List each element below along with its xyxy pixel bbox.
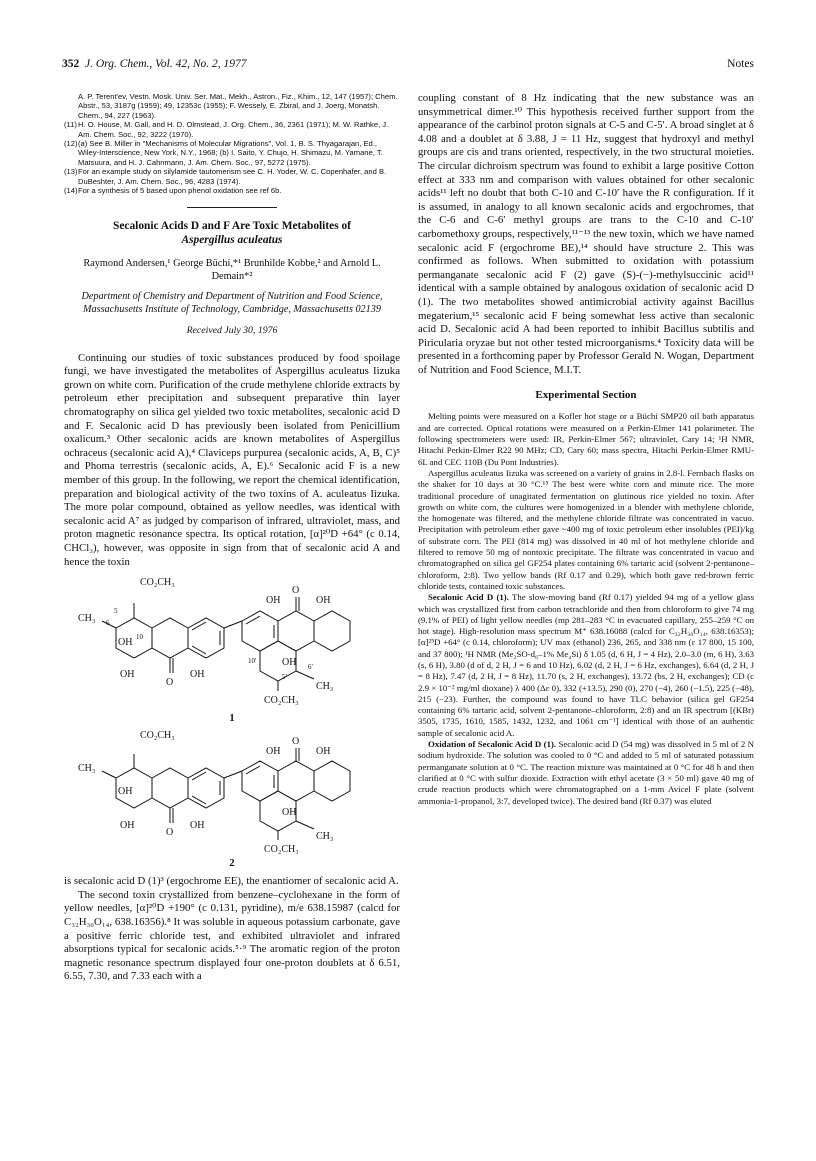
section-heading: Experimental Section <box>535 389 637 402</box>
co2ch3-label: CO₂CH₃ <box>140 577 175 589</box>
oh-label: OH <box>190 669 205 681</box>
reference-number: (11) <box>64 120 77 130</box>
paragraph-heading: Oxidation of Secalonic Acid D (1). <box>428 739 557 750</box>
ring-d <box>242 761 278 801</box>
paragraph-text: Melting points were measured on a Kofler hot stage or a Büchi SMP20 oil bath apparatus and are corrected. Optical rotations were measured on a Perkin-Elmer 141 polarimeter. The following spectrometers were used: IR, Perkin-Elmer 567; ultraviolet, Cary 14; ¹H NMR, Hitachi Perkin-Elmer R22 90 MHz; CD, Cary 60; mass spectra, Hitachi Perkin-Elmer RMU-6L and CEC 110B (Du Pont Industries). <box>418 411 754 467</box>
body-paragraph: Continuing our studies of toxic substances produced by food spoilage fungi, we have investigated the metabolites of Aspergillus aculeatus Iizuka grown on white corn. Purification of the crude methylene chloride extracts by petroleum ether precipitation and subsequent preparative thin layer chromatography on silica gel yielded two toxic metabolites, secalonic acid D and F. Secalonic acid D has previously been isolated from Penicillium oxalicum.³ Other secalonic acids are known metabolites of Aspergillus ochraceus (secalonic acid A),⁴ Claviceps purpurea (secalonic acids, A, B, C)⁵ and Phoma terrestris (secalonic acids, A, E).⁶ Secalonic acid F is a new member of this group. In the following, we report the chemical identification, preparation and biological activity of the two toxins of A. aculeatus Iizuka. The more polar compound, obtained as yellow needles, was identical with secalonic acid A⁷ as judged by comparison of infrared, ultraviolet, mass, and proton magnetic resonance spectra. Its optical rotation, [α]²⁰D +64° (c 0.14, CHCl₃), however, was opposite in sign from that of secalonic acid A and hence the toxin <box>64 351 400 568</box>
reference-item <box>64 92 400 120</box>
left-column <box>64 92 400 984</box>
ring-b <box>152 768 188 808</box>
body-paragraph: is secalonic acid D (1)³ (ergochrome EE), the enantiomer of secalonic acid A. <box>64 875 399 888</box>
co2ch3-label: CO₂CH₃ <box>140 730 175 742</box>
ring-f <box>314 611 350 651</box>
reference-list <box>64 92 400 195</box>
paragraph-text: Aspergillus aculeatus Iizuka was screened on a variety of grains in 2.8-l. Fernbach flasks on the shaker for 10 days at 30 °C.¹⁵ The best were white corn and minute rice. The more traditional procedure of unagitated fermentation on glutinous rice yielded no toxin. After growth on white corn, the cultures were homogenized in a blender with methylene chloride, the homogenate was filtered, and the methylene chloride filtrate was concentrated in vacuo. Precipitation with petroleum ether gave ~400 mg of toxic petroleum ether insolubles (PEI)/kg of substrate corn. The PEI (814 mg) was dissolved in 40 ml of hot methylene chloride and filtered to remove 50 mg of nontoxic precipitate. The filtrate was concentrated in vacuo and chromatographed on silica gel GF254 plates containing 6% tartaric acid (solvent 2-pentanone–chloroform, 2:8). Two yellow bands (Rf 0.17 and 0.29), which both gave red-brown ferric chloride tests, contained toxic substances. <box>418 467 754 591</box>
position-label: 5 <box>114 607 118 616</box>
reference-item <box>64 167 400 186</box>
oxygen-label: O <box>292 585 300 597</box>
paragraph-text: The slow-moving band (Rf 0.17) yielded 94 mg of a yellow glass which was crystallized first from carbon tetrachloride and then from chloroform to give 74 mg (9.1% of PEI) of light yellow needles (mp 281–283 °C in evacuated capillary, 255–259 °C on hot stage). High-resolution mass spectrum M⁺ 638.16088 (calcd for C₃₂H₃₀O₁₄, 638.16353); [α]²⁵D +64° (c 0.14, chloroform); UV max (ethanol) 236, 265, and 338 nm (ε 17 800, 15 100, and 37 800); ¹H NMR (Me₂SO-d₆–1% Me₄Si) δ 1.05 (d, 6 H, J = 4 Hz), 2.0–3.0 (m, 6 H), 3.63 (s, 6 H), 3.80 (d of d, 2 H, J = 6 and 10 Hz), 6.02 (d, 2 H, J = 6 Hz, exchanges), 6.64 (d, 2 H, J = 8 Hz), 7.47 (d, 2 H, J = 8 Hz), 11.70 (s, 2 H, exchanges), 13.72 (bs, 2 H, exchanges); CD (c 2.9 × 10⁻² mg/ml dioxane) λ 400 (Δε 0), 332 (+13.5), 290 (0), 270 (−4), 260 (−1.5), 225 (−48), 215 (−23). Further, the compound was found to have TLC behavior (silica gel GF254 containing 6% tartaric acid, solvent 2-pentanone–chloroform, 2:8) and an IR spectrum [(KBr) 3505, 1735, 1610, 1585, 1432, 1232, and 1061 cm⁻¹] identical with those of an authentic sample of secalonic acid A. <box>418 592 754 738</box>
right-column <box>418 92 754 807</box>
oh-label: OH <box>120 669 135 681</box>
reference-text: For a synthesis of 5 based upon phenol oxidation see ref 6b. <box>78 186 282 196</box>
biaryl-bond <box>224 771 242 778</box>
separator-rule <box>187 207 277 208</box>
journal-citation: J. Org. Chem., Vol. 42, No. 2, 1977 <box>85 58 247 70</box>
ring-e <box>278 611 314 651</box>
oh-label: OH <box>118 637 133 649</box>
position-label: 10 <box>136 633 143 642</box>
methyl-bond <box>296 821 314 829</box>
methyl-bond <box>102 771 116 778</box>
ch3-label: CH₃ <box>316 681 334 693</box>
double-bond <box>192 646 206 654</box>
ring-b <box>152 618 188 658</box>
structure-label: 2 <box>229 858 235 870</box>
reference-text: A. P. Terent'ev, Vestn. Mosk. Univ. Ser. Mat., Mekh., Astron., Fiz., Khim., 12, 147 (1957); Chem. Abstr., 53, 3187g (1959); 49, 12353c (1955); F. Wessely, E. Zbiral, and J. Joerg, Monatsh. Chem., 94, 227 (1963). <box>78 92 398 120</box>
page-number: 352 <box>62 58 80 70</box>
structure-1-diagram <box>76 573 376 713</box>
oh-label: OH <box>118 786 133 798</box>
reference-item <box>64 120 400 139</box>
ring-f <box>314 761 350 801</box>
reference-text: For an example study on silylamide tautomerism see C. H. Yoder, W. C. Copenhafer, and B. DuBeshter, J. Am. Chem. Soc., 96, 4283 (1974). <box>78 167 387 186</box>
oxygen-label: O <box>292 736 300 748</box>
oh-label: OH <box>316 595 331 607</box>
methyl-bond <box>296 671 314 679</box>
position-label: 6′ <box>308 663 314 672</box>
received-date: Received July 30, 1976 <box>186 324 278 336</box>
oh-label: OH <box>190 820 205 832</box>
position-label: 6 <box>106 619 110 628</box>
ring-c <box>188 618 224 658</box>
experimental-paragraph <box>418 739 754 807</box>
ring-c <box>188 768 224 808</box>
structure-label: 1 <box>229 713 235 725</box>
ch3-label: CH₃ <box>78 613 96 625</box>
reference-number: (14) <box>64 186 78 196</box>
reference-item <box>64 139 400 167</box>
co2ch3-label: CO₂CH₃ <box>264 695 299 707</box>
oh-label: OH <box>266 595 281 607</box>
experimental-paragraph <box>418 592 754 739</box>
double-bond <box>192 796 206 804</box>
article-title <box>64 220 400 247</box>
position-label: 5′ <box>282 673 288 682</box>
biaryl-bond <box>224 621 242 628</box>
running-header <box>62 58 754 74</box>
oh-label: OH <box>120 820 135 832</box>
ch3-label: CH₃ <box>316 831 334 843</box>
reference-number: (12) <box>64 139 78 149</box>
author-list: Raymond Andersen,¹ George Büchi,*¹ Brunhilde Kobbe,² and Arnold L. Demain*² <box>83 258 381 283</box>
reference-item <box>64 186 400 195</box>
reference-number: (13) <box>64 167 78 177</box>
affiliation: Department of Chemistry and Department of Nutrition and Food Science, Massachusetts Institute of Technology, Cambridge, Massachusetts 02139 <box>81 291 383 316</box>
oh-label: OH <box>282 807 297 819</box>
paragraph-heading: Secalonic Acid D (1). <box>428 592 509 603</box>
title-line: Secalonic Acids D and F Are Toxic Metabolites of <box>113 220 351 233</box>
section-name: Notes <box>727 58 754 70</box>
oxygen-label: O <box>166 677 174 689</box>
oh-label: OH <box>266 746 281 758</box>
reference-text: (a) See B. Miller in "Mechanisms of Molecular Migrations", Vol. 1, B. S. Thyagarajan, Ed., Wiley-Interscience, New York, N.Y., 1968; (b) I. Saito, Y. Chujo, H. Shimazu, M. Yamane, T. Matsuura, and H. J. Cahnmann, J. Am. Chem. Soc., 97, 5272 (1975). <box>78 139 383 167</box>
co2ch3-label: CO₂CH₃ <box>264 844 299 856</box>
reference-text: H. O. House, M. Gall, and H. D. Olmstead, J. Org. Chem., 36, 2361 (1971); M. W. Rathke, J. Am. Chem. Soc., 92, 3222 (1970). <box>78 120 389 139</box>
position-label: 10′ <box>248 657 257 666</box>
experimental-paragraph <box>418 468 754 592</box>
body-paragraph: coupling constant of 8 Hz indicating that the new substance was an unsymmetrical dimer.¹⁰ This hypothesis received further support from the appearance of the carbinol proton signals at C-5 and C-5′. A broad singlet at δ 4.08 and a doublet at δ 3.88, J = 11 Hz, suggest that hydroxyl and methyl groups are cis and trans oriented, respectively, in the two structural moieties. The circular dichroism spectrum was found to exhibit a large positive Cotton effect at 333 nm and comparison with values obtained for other secalonic acids¹¹ left no doubt that both C-10 and C-10′ have the R configuration. If it is assumed, in analogy to all known secalonic acids and ergochromes, that the C-6 and C-6′ methyl groups are trans to the C-10 and C-10′ carbomethoxy groups, respectively,¹¹⁻¹³ the new toxin, which we have named secalonic acid F (ergochrome BE),¹⁴ should have structure 2. This was confirmed as follows. When submitted to oxidation with potassium permanganate secalonic acid F (2) gave (S)-(−)-methylsuccinic acid¹¹ identical with a sample obtained by analogous oxidation of secalonic acid D (1). The two metabolites showed antimicrobial activity against Bacillus megaterium,¹⁵ secalonic acid F being somewhat less active than secalonic acid D. Secalonic acid A had been reported to inhibit Bacillus subtilis and Piricularia oryzae but not other tested microorganisms.⁴ Toxicity data will be presented in a forthcoming paper by Professor Gerald N. Wogan, Department of Nutrition and Food Science, M.I.T. <box>418 92 754 376</box>
ring-e <box>278 761 314 801</box>
double-bond <box>192 622 206 630</box>
paragraph-text: Secalonic acid D (54 mg) was dissolved in 5 ml of 2 N sodium hydroxide. The solution was cooled to 0 °C and added to 5 ml of saturated potassium permanganate solution at 0 °C. The reaction mixture was maintained at 0 °C for 48 h and then clarified at 0 °C with sulfur dioxide. Extraction with ethyl acetate (3 × 50 ml) gave 40 mg of crude reaction products which were chromatographed on a 1-mm Avicel F plate (solvent ammonia-1-propanol, 3:7, developed twice). The desired band (Rf 0.37) was eluted <box>418 739 754 806</box>
oh-label: OH <box>282 657 297 669</box>
ring-d <box>242 611 278 651</box>
ch3-label: CH₃ <box>78 763 96 775</box>
oxygen-label: O <box>166 827 174 839</box>
body-paragraph: The second toxin crystallized from benzene–cyclohexane in the form of yellow needles, [α]²⁰D +190° (c 0.131, pyridine), m/e 638.15987 (calcd for C₃₂H₃₀O₁₄, 638.16356).⁸ It was soluble in aqueous potassium carbonate, gave a positive ferric chloride test, and exhibited ultraviolet and infrared absorptions typical for secalonic acids.⁵·⁹ The aromatic region of the proton magnetic resonance spectrum displayed four one-proton doublets at δ 6.51, 6.55, 7.30, and 7.33 each with a <box>64 888 400 983</box>
double-bond <box>192 772 206 780</box>
header-left <box>62 58 247 74</box>
structure-2-diagram <box>76 728 376 858</box>
experimental-paragraph <box>418 411 754 467</box>
oh-label: OH <box>316 746 331 758</box>
title-organism: Aspergillus aculeatus <box>181 233 283 246</box>
